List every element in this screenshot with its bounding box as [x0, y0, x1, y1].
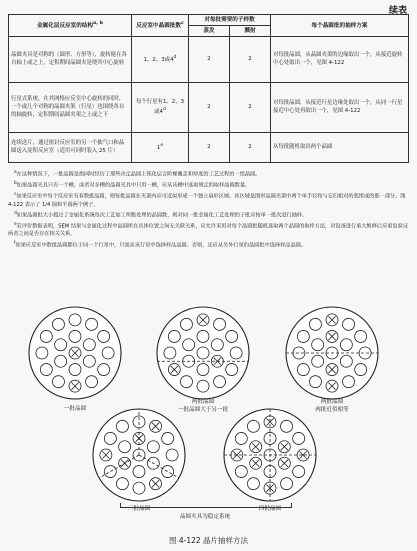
- sampled-wafer-slot: [264, 482, 276, 494]
- sampled-wafer-slot: [278, 441, 290, 453]
- wafer-slot: [69, 314, 81, 326]
- header-sputter: 溅射: [230, 26, 271, 37]
- label-system: 晶圆夹具为稳定系统: [179, 514, 231, 520]
- label-two-lots-unequal: 一批晶圆大于另一批: [177, 407, 229, 413]
- wafer-slot: [293, 432, 305, 444]
- sampled-wafer-slot: [326, 364, 338, 376]
- wafer-slot: [147, 441, 159, 453]
- wafer-slot: [86, 376, 98, 388]
- sampled-wafer-slot: [168, 364, 180, 376]
- wafer-slot: [98, 364, 110, 376]
- sampled-wafer-slot: [150, 478, 162, 490]
- wafer-slot: [235, 432, 247, 444]
- note-b: $^b$如果晶圆夹具只有一个槽，或者对多槽的晶圆夹具中只用一槽，应从该槽中选取规定的取样晶圆数量。: [14, 181, 251, 189]
- label-two-lots-equal: 两批近似相等: [315, 407, 349, 413]
- sampled-wafer-slot: [326, 380, 338, 392]
- wafer-slot: [162, 466, 174, 478]
- sampled-wafer-slot: [278, 457, 290, 469]
- wafer-slot: [297, 330, 309, 342]
- header-evap: 蒸发: [189, 26, 230, 37]
- cell-scheme: 对每批晶圆，从接近行星边缘处取出一个，从同一行星接近中心处再取出一个，见图 4-122: [271, 83, 409, 133]
- wafer-slot: [312, 355, 324, 367]
- wafer-holder-one-lot: [29, 307, 121, 399]
- table-row: [9, 83, 409, 133]
- wafer-slot: [312, 339, 324, 351]
- note-c: $^c$如果反应室中每个反应室有着数批晶圆，则每批晶圆在夹架内应可近似形成一个独立扇形区域。该区域是图形晶圆夹架中两个单手径和与它们相对的弧组成的那一部分。图 4-122 表示了 1/4 圆和半圆两个例子。: [8, 192, 406, 208]
- note-d: $^d$如果晶圆批大小超过了金属化系统每次工艺加工所能处理的晶圆数，则对同一批金属化工艺处理的子批应按单一批次进行抽样。: [14, 210, 308, 219]
- wafer-slot: [104, 432, 116, 444]
- cell-evap: 2: [189, 37, 230, 83]
- label-four-lots: 四批晶圆: [258, 506, 282, 512]
- wafer-slot: [197, 364, 209, 376]
- wafer-slot: [309, 318, 321, 330]
- sampled-wafer-slot: [297, 449, 309, 461]
- label-two-lots-b: 两批晶圆: [320, 399, 344, 405]
- wafer-slot: [36, 347, 48, 359]
- wafer-slot: [297, 364, 309, 376]
- wafer-slot: [52, 318, 64, 330]
- wafer-slot: [214, 376, 226, 388]
- wafer-slot: [180, 318, 192, 330]
- label-one-lot: 一批晶圆: [63, 406, 87, 412]
- sampled-wafer-slot: [197, 314, 209, 326]
- wafer-slot: [166, 449, 178, 461]
- wafer-slot: [40, 330, 52, 342]
- wafer-slot: [359, 347, 371, 359]
- label-two-lots: 两批晶圆: [191, 399, 215, 405]
- wafer-slot: [214, 318, 226, 330]
- wafer-slot: [197, 330, 209, 342]
- header-structure: 金属化层反应室的结构$^{a, b}$: [9, 15, 132, 37]
- wafer-slot: [355, 364, 367, 376]
- wafer-slot: [343, 376, 355, 388]
- cell-per-lot: 每个行星有1、2、3或4$^d$: [132, 83, 189, 133]
- wafer-slot: [116, 478, 128, 490]
- wafer-slot: [183, 339, 195, 351]
- cell-scheme: 对每批晶圆，从晶圆夹架的边缘取出一个，从接近旋转中心处取出一个，见图 4-122: [271, 37, 409, 83]
- figure-caption: 图 4-122 晶片抽样方法: [168, 536, 249, 545]
- header-scheme: 每个晶圆批的抽样方案: [271, 15, 409, 37]
- note-f: $^f$如果应反室中数批晶圆都位于同一个行星中，只需从该行星中选择样品晶圆。否则，还应从另外行星的晶圆批中选择样品晶圆。: [14, 240, 307, 249]
- sampled-wafer-slot: [150, 420, 162, 432]
- cell-scheme: 从每批随机取出两个晶圆: [271, 133, 409, 163]
- wafer-slot: [235, 466, 247, 478]
- sampling-table: [8, 14, 409, 163]
- wafer-slot: [180, 376, 192, 388]
- wafer-slot: [86, 318, 98, 330]
- wafer-slot: [247, 420, 259, 432]
- wafer-slot: [164, 347, 176, 359]
- sampled-wafer-slot: [250, 441, 262, 453]
- wafer-slot: [162, 432, 174, 444]
- wafer-slot: [40, 364, 52, 376]
- continued-label: 续表: [388, 6, 407, 16]
- system-bracket: [120, 503, 292, 508]
- wafer-slot: [133, 466, 145, 478]
- cell-sputter: 2: [230, 133, 271, 163]
- wafer-slot: [340, 339, 352, 351]
- wafer-slot: [104, 466, 116, 478]
- wafer-slot: [230, 347, 242, 359]
- wafer-holder-three-lots: [93, 409, 185, 501]
- cell-per-lot: 1、2、3或4$^d$: [132, 37, 189, 83]
- wafer-holder-two-lots-unequal: [157, 307, 249, 399]
- wafer-slot: [55, 339, 67, 351]
- header-wafers: 对每批需要的子样数: [189, 15, 271, 26]
- sampled-wafer-slot: [250, 457, 262, 469]
- sampled-wafer-slot: [326, 314, 338, 326]
- wafer-slot: [119, 441, 131, 453]
- wafer-slot: [116, 420, 128, 432]
- wafer-slot: [343, 318, 355, 330]
- cell-per-lot: 1e: [132, 133, 189, 163]
- wafer-slot: [226, 364, 238, 376]
- cell-sputter: 2: [230, 37, 271, 83]
- wafer-slot: [281, 420, 293, 432]
- label-three-lots: 三批晶圆: [127, 506, 151, 512]
- wafer-slot: [52, 376, 64, 388]
- sampled-wafer-slot: [69, 347, 81, 359]
- cell-evap: 2: [189, 83, 230, 133]
- cell-structure: 行星式系统，在其网格应反室中心旋转的同时，一个或几个对称的晶圆夹架（行星）也围绕各自的轴旋转，定积期间晶圆夹架之上或之下: [9, 83, 132, 133]
- wafer-slot: [197, 347, 209, 359]
- wafer-slot: [293, 466, 305, 478]
- wafer-slot: [247, 478, 259, 490]
- wafer-slot: [83, 355, 95, 367]
- note-a: $^a$在这种情况下，一批晶圆是指同时经历了那些决定晶圆上钝化层合阶梯覆盖和厚度的工艺过程的一组晶圆。: [14, 170, 261, 178]
- cell-structure: 连续送片，通过密封反应室的另一个抽气口和晶圆送入淀积反应室（适用可同时装入 25 片）: [9, 133, 132, 163]
- sampled-wafer-slot: [100, 449, 112, 461]
- wafer-slot: [102, 347, 114, 359]
- wafer-holder-four-lots: [224, 409, 316, 501]
- table-row: [9, 37, 409, 83]
- wafer-slot: [197, 380, 209, 392]
- wafer-figure: [8, 303, 409, 525]
- cell-structure: 晶圆夹具是对称的（圆形、方形等），旋转能在各自轴上或之上，定积期间晶圆夹是绕其中心旋转: [9, 37, 132, 83]
- wafer-slot: [98, 330, 110, 342]
- wafer-slot: [55, 355, 67, 367]
- wafer-slot: [281, 478, 293, 490]
- wafer-slot: [309, 376, 321, 388]
- cell-sputter: 2: [230, 83, 271, 133]
- wafer-holder-two-lots-equal: [286, 307, 378, 399]
- wafer-slot: [355, 330, 367, 342]
- table-row: [9, 133, 409, 163]
- cell-evap: 2: [189, 133, 230, 163]
- note-e: $^e$若评价数据表明，SEM 结果与金属化过程中晶圆所在具体位置之间无关联关系，应允许采用对每个晶圆批随机选取两个晶圆的取样方法，对设备进行重大维修后应重复验证两者之间是否存在相关关系。: [8, 221, 409, 238]
- header-per-lot: 反应室中晶圆批数$^c$: [132, 15, 189, 37]
- wafer-slot: [168, 330, 180, 342]
- wafer-slot: [211, 339, 223, 351]
- sampled-wafer-slot: [326, 330, 338, 342]
- wafer-slot: [226, 330, 238, 342]
- wafer-slot: [340, 355, 352, 367]
- wafer-slot: [133, 482, 145, 494]
- wafer-slot: [69, 364, 81, 376]
- wafer-slot: [83, 339, 95, 351]
- sampled-wafer-slot: [69, 380, 81, 392]
- wafer-slot: [69, 330, 81, 342]
- table-notes: [8, 170, 409, 252]
